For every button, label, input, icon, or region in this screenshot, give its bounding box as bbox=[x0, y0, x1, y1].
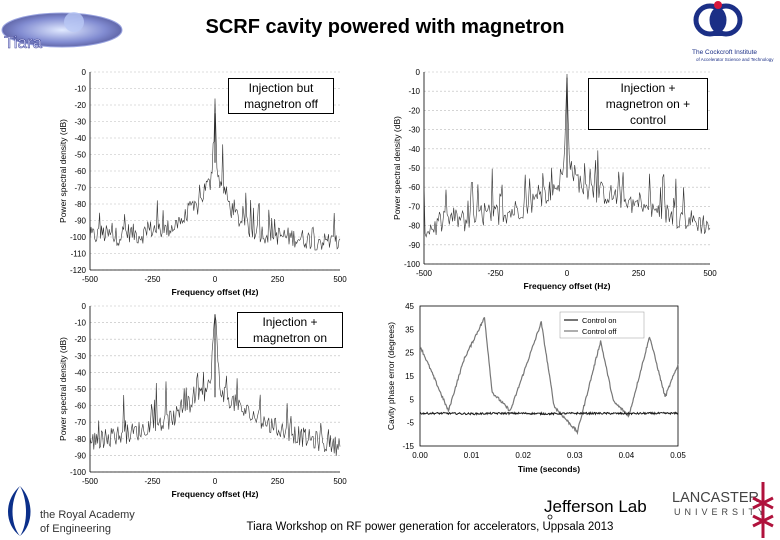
y-axis-label: Power spectral density (dB) bbox=[58, 337, 68, 441]
y-tick-label: -100 bbox=[69, 468, 86, 477]
x-tick-label: 0.02 bbox=[515, 451, 531, 460]
y-tick-label: -100 bbox=[403, 260, 420, 269]
x-axis-label: Time (seconds) bbox=[517, 464, 581, 474]
y-tick-label: -15 bbox=[402, 442, 414, 451]
y-tick-label: -50 bbox=[74, 150, 86, 160]
rae-logo-line1: the Royal Academy bbox=[40, 509, 135, 521]
slide-footer: Tiara Workshop on RF power generation for accelerators, Uppsala 2013 bbox=[246, 521, 614, 533]
x-tick-label: 0.03 bbox=[567, 451, 583, 460]
x-tick-label: -250 bbox=[144, 275, 161, 284]
y-tick-label: -90 bbox=[74, 451, 86, 461]
y-tick-label: -40 bbox=[74, 134, 86, 143]
legend-label-control-off: Control off bbox=[582, 327, 617, 336]
x-axis-label: Frequency offset (Hz) bbox=[523, 281, 611, 291]
y-tick-label: -5 bbox=[406, 418, 414, 428]
y-tick-label: -40 bbox=[408, 144, 420, 154]
cockcroft-logo-line1: The Cockcroft Institute bbox=[692, 49, 758, 56]
y-tick-label: -20 bbox=[408, 106, 420, 116]
y-tick-label: -20 bbox=[74, 335, 86, 345]
lancaster-logo-line1: LANCASTER bbox=[672, 490, 760, 506]
y-tick-label: 0 bbox=[415, 68, 420, 77]
y-tick-label: -70 bbox=[408, 202, 420, 212]
x-tick-label: 0.04 bbox=[618, 451, 635, 460]
y-tick-label: -60 bbox=[408, 183, 420, 193]
y-tick-label: 0 bbox=[81, 302, 86, 311]
series-control-on bbox=[420, 412, 678, 414]
y-tick-label: -30 bbox=[408, 125, 420, 135]
annotation-magnetron-on-control: Injection + magnetron on + control bbox=[588, 78, 708, 130]
x-tick-label: 500 bbox=[333, 275, 347, 284]
jefferson-lab-logo bbox=[540, 490, 660, 520]
x-axis-label: Frequency offset (Hz) bbox=[171, 287, 259, 297]
y-tick-label: -80 bbox=[74, 200, 86, 209]
x-tick-label: 0 bbox=[212, 275, 218, 284]
jlab-logo-text: Jefferson Lab bbox=[544, 497, 647, 516]
x-tick-label: -500 bbox=[81, 477, 99, 486]
y-tick-label: 45 bbox=[405, 302, 414, 311]
annotation-magnetron-on: Injection + magnetron on bbox=[237, 312, 343, 348]
x-tick-label: 0.05 bbox=[670, 451, 686, 460]
y-tick-label: -40 bbox=[74, 368, 86, 378]
y-tick-label: -10 bbox=[74, 318, 86, 328]
cockcroft-logo-line2: of Accelerator Science and Technology bbox=[696, 57, 774, 62]
x-tick-label: 500 bbox=[703, 269, 717, 278]
x-tick-label: -500 bbox=[81, 275, 99, 284]
phase-error-chart bbox=[382, 298, 712, 488]
y-tick-label: -70 bbox=[74, 183, 86, 193]
x-tick-label: -500 bbox=[415, 269, 433, 278]
y-tick-label: 5 bbox=[409, 395, 414, 405]
y-tick-label: -100 bbox=[69, 233, 86, 242]
x-tick-label: 0.01 bbox=[463, 451, 480, 460]
y-tick-label: -60 bbox=[74, 167, 86, 176]
lancaster-logo-line2: UNIVERSITY bbox=[674, 507, 769, 517]
x-tick-label: 500 bbox=[333, 477, 347, 486]
x-tick-label: 0 bbox=[212, 477, 218, 486]
y-tick-label: -30 bbox=[74, 351, 86, 361]
y-tick-label: 35 bbox=[405, 325, 414, 335]
y-tick-label: -20 bbox=[74, 101, 86, 110]
y-tick-label: -80 bbox=[74, 434, 86, 444]
annotation-magnetron-off: Injection but magnetron off bbox=[228, 78, 334, 114]
tiara-logo-text: Tiara bbox=[4, 33, 43, 52]
x-tick-label: 0.00 bbox=[412, 451, 428, 460]
y-tick-label: -120 bbox=[69, 266, 86, 275]
cockcroft-logo bbox=[688, 0, 780, 66]
y-tick-label: -110 bbox=[70, 249, 86, 259]
y-tick-label: -60 bbox=[74, 401, 86, 411]
x-axis-label: Frequency offset (Hz) bbox=[171, 489, 259, 499]
y-tick-label: -10 bbox=[408, 87, 420, 97]
y-tick-label: 15 bbox=[405, 372, 414, 381]
y-tick-label: 25 bbox=[405, 348, 414, 358]
rae-logo-line2: of Engineering bbox=[40, 523, 111, 535]
y-axis-label: Power spectral density (dB) bbox=[392, 116, 402, 220]
y-tick-label: -80 bbox=[408, 221, 420, 231]
y-tick-label: -30 bbox=[74, 117, 86, 127]
slide-title: SCRF cavity powered with magnetron bbox=[205, 16, 565, 38]
x-tick-label: 250 bbox=[631, 269, 646, 278]
y-tick-label: -10 bbox=[74, 84, 86, 94]
y-tick-label: -90 bbox=[74, 216, 86, 226]
x-tick-label: -250 bbox=[144, 477, 161, 486]
x-tick-label: 0 bbox=[564, 269, 570, 278]
y-tick-label: 0 bbox=[81, 68, 86, 77]
y-axis-label: Cavity phase error (degrees) bbox=[386, 321, 396, 431]
x-tick-label: 250 bbox=[270, 275, 285, 284]
x-tick-label: 250 bbox=[270, 477, 285, 486]
y-tick-label: -50 bbox=[408, 164, 420, 173]
legend-label-control-on: Control on bbox=[582, 316, 617, 325]
y-tick-label: -70 bbox=[74, 418, 86, 428]
y-axis-label: Power spectral density (dB) bbox=[58, 119, 68, 223]
y-tick-label: -90 bbox=[408, 240, 420, 250]
y-tick-label: -50 bbox=[74, 385, 86, 394]
x-tick-label: -250 bbox=[487, 269, 504, 278]
tiara-logo bbox=[0, 0, 140, 62]
